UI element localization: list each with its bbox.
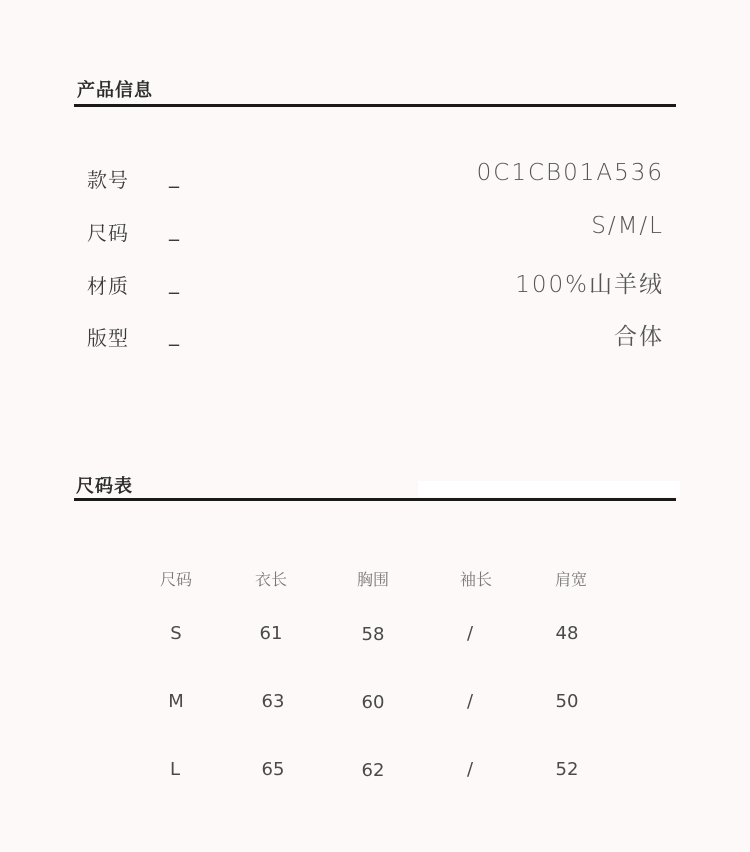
info-dash: _: [169, 270, 179, 294]
size-table-cell: /: [466, 691, 474, 712]
size-table-cell: /: [466, 759, 474, 780]
size-table-header: 胸围: [356, 570, 390, 589]
info-value: 合体: [614, 324, 664, 350]
size-table-cell: 61: [259, 623, 283, 644]
info-dash: _: [169, 164, 179, 188]
size-table-cell: 63: [261, 691, 285, 712]
info-row-style-number: [87, 160, 664, 196]
info-value: S/M/L: [591, 213, 664, 239]
size-table-cell: 58: [361, 624, 385, 645]
info-label: 材质: [87, 274, 129, 298]
info-label: 尺码: [87, 221, 129, 245]
size-table-cell: 60: [361, 692, 385, 713]
size-chart-title: 尺码表: [76, 476, 133, 497]
product-info-divider: [74, 104, 676, 107]
info-row-material: [87, 270, 664, 302]
size-table-cell: 62: [361, 760, 385, 781]
info-label: 版型: [87, 326, 129, 350]
size-table-header: 衣长: [254, 570, 288, 589]
size-table-cell: 65: [261, 759, 285, 780]
size-table-header: 袖长: [459, 570, 493, 589]
size-table-cell: 50: [555, 691, 579, 712]
info-dash: _: [169, 322, 179, 346]
size-table-header: 肩宽: [554, 570, 588, 589]
info-dash: _: [169, 217, 179, 241]
info-value: 0C1CB01A536: [476, 160, 664, 186]
info-value: 100%山羊绒: [515, 272, 664, 298]
decorative-strip: [418, 481, 680, 497]
info-label: 款号: [87, 168, 129, 192]
size-table-cell: M: [168, 691, 184, 712]
info-row-fit: [87, 322, 664, 354]
info-row-size: [87, 213, 664, 249]
size-chart-divider: [74, 498, 676, 501]
size-table-cell: L: [169, 759, 181, 780]
size-table-cell: S: [170, 623, 182, 644]
product-info-title: 产品信息: [77, 80, 153, 101]
size-table-cell: 48: [555, 623, 579, 644]
size-table-cell: 52: [555, 759, 579, 780]
size-table-cell: /: [466, 623, 474, 644]
size-table-header: 尺码: [159, 570, 193, 589]
